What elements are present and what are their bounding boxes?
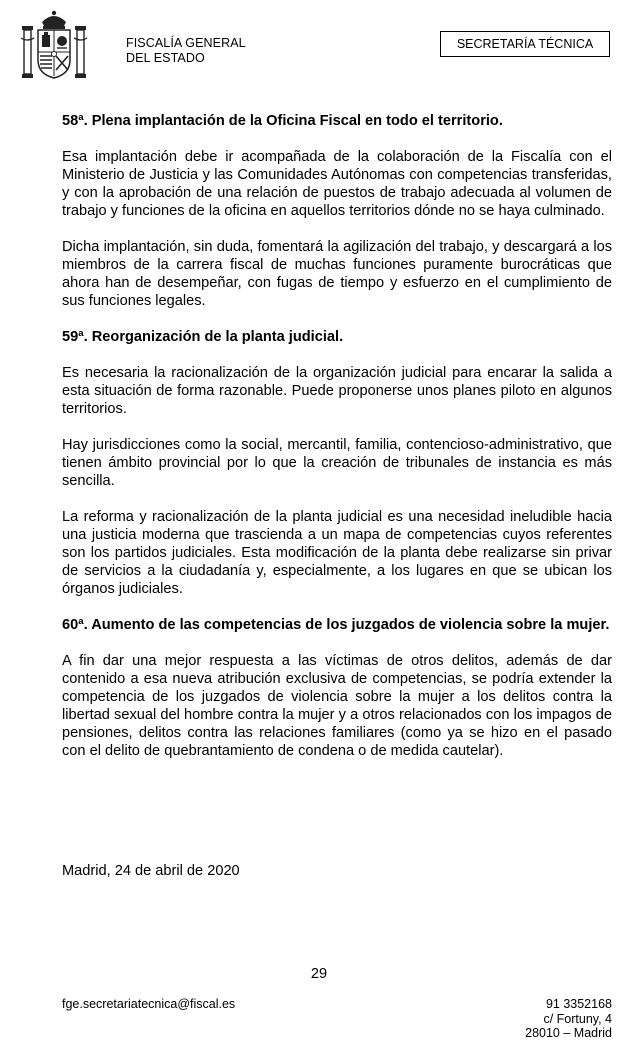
paragraph: Hay jurisdicciones como la social, mercantil, familia, contencioso-administrativo, que tienen ámbito provincial por lo que la creación de tribunales de instancia es más sencilla. <box>62 437 612 489</box>
footer-email: fge.secretariatecnica@fiscal.es <box>62 997 236 1011</box>
page-header <box>0 0 638 90</box>
section-heading: 59ª. Reorganización de la planta judicial. <box>62 329 344 345</box>
organization-name-line2: DEL ESTADO <box>126 51 205 65</box>
section-60 <box>62 616 612 760</box>
organization-name-line1: FISCALÍA GENERAL <box>126 36 246 50</box>
footer-city: 28010 – Madrid <box>525 1026 612 1040</box>
coat-of-arms-spain-icon <box>18 8 90 84</box>
section-heading: 60ª. Aumento de las competencias de los juzgados de violencia sobre la mujer. <box>62 617 610 633</box>
paragraph: Es necesaria la racionalización de la organización judicial para encarar la salida a esta situación de forma razonable. Puede proponerse unos planes piloto en algunos territorios. <box>62 365 612 417</box>
paragraph: Dicha implantación, sin duda, fomentará la agilización del trabajo, y descargará a los miembros de la carrera fiscal de muchas funciones puramente burocráticas que ahora han de desempeñar, con fugas de tiempo y esfuerzo en el cumplimiento de sus funciones legales. <box>62 239 612 309</box>
section-heading: 58ª. Plena implantación de la Oficina Fiscal en todo el territorio. <box>62 113 503 129</box>
document-body <box>62 112 612 778</box>
footer-address <box>525 997 612 1041</box>
page-number: 29 <box>310 966 328 982</box>
paragraph: Esa implantación debe ir acompañada de la colaboración de la Fiscalía con el Ministerio de Justicia y las Comunidades Autónomas con competencias transferidas, y con la aprobación de una relación de puestos de trabajo adecuada al volumen de trabajo y funciones de la oficina en aquellos territorios dónde no se haya culminado. <box>62 149 612 219</box>
department-label: SECRETARÍA TÉCNICA <box>440 31 610 57</box>
section-58 <box>62 112 612 310</box>
paragraph: La reforma y racionalización de la planta judicial es una necesidad ineludible hacia una justicia moderna que trascienda a un mapa de competencias cuyos referentes son los partidos judiciales. Esta modificación de la planta debe realizarse sin privar de servicios a la ciudadanía y, especialmente, a los lugares en que se ubican los órganos judiciales. <box>62 509 612 597</box>
document-date: Madrid, 24 de abril de 2020 <box>62 863 240 879</box>
footer-street: c/ Fortuny, 4 <box>543 1011 612 1026</box>
organization-name <box>126 36 246 66</box>
paragraph: A fin dar una mejor respuesta a las víctimas de otros delitos, además de dar contenido a esa nueva atribución exclusiva de competencias, se podría extender la competencia de los juzgados de violencia sobre la mujer a los delitos contra la libertad sexual del hombre contra la mujer y a otros relacionados con los impagos de pensiones, delitos contra las relaciones familiares (como ya se hizo en el pasado con el delito de quebrantamiento de condena o de medida cautelar). <box>62 653 612 759</box>
footer-phone: 91 3352168 <box>545 997 612 1011</box>
section-59 <box>62 328 612 598</box>
